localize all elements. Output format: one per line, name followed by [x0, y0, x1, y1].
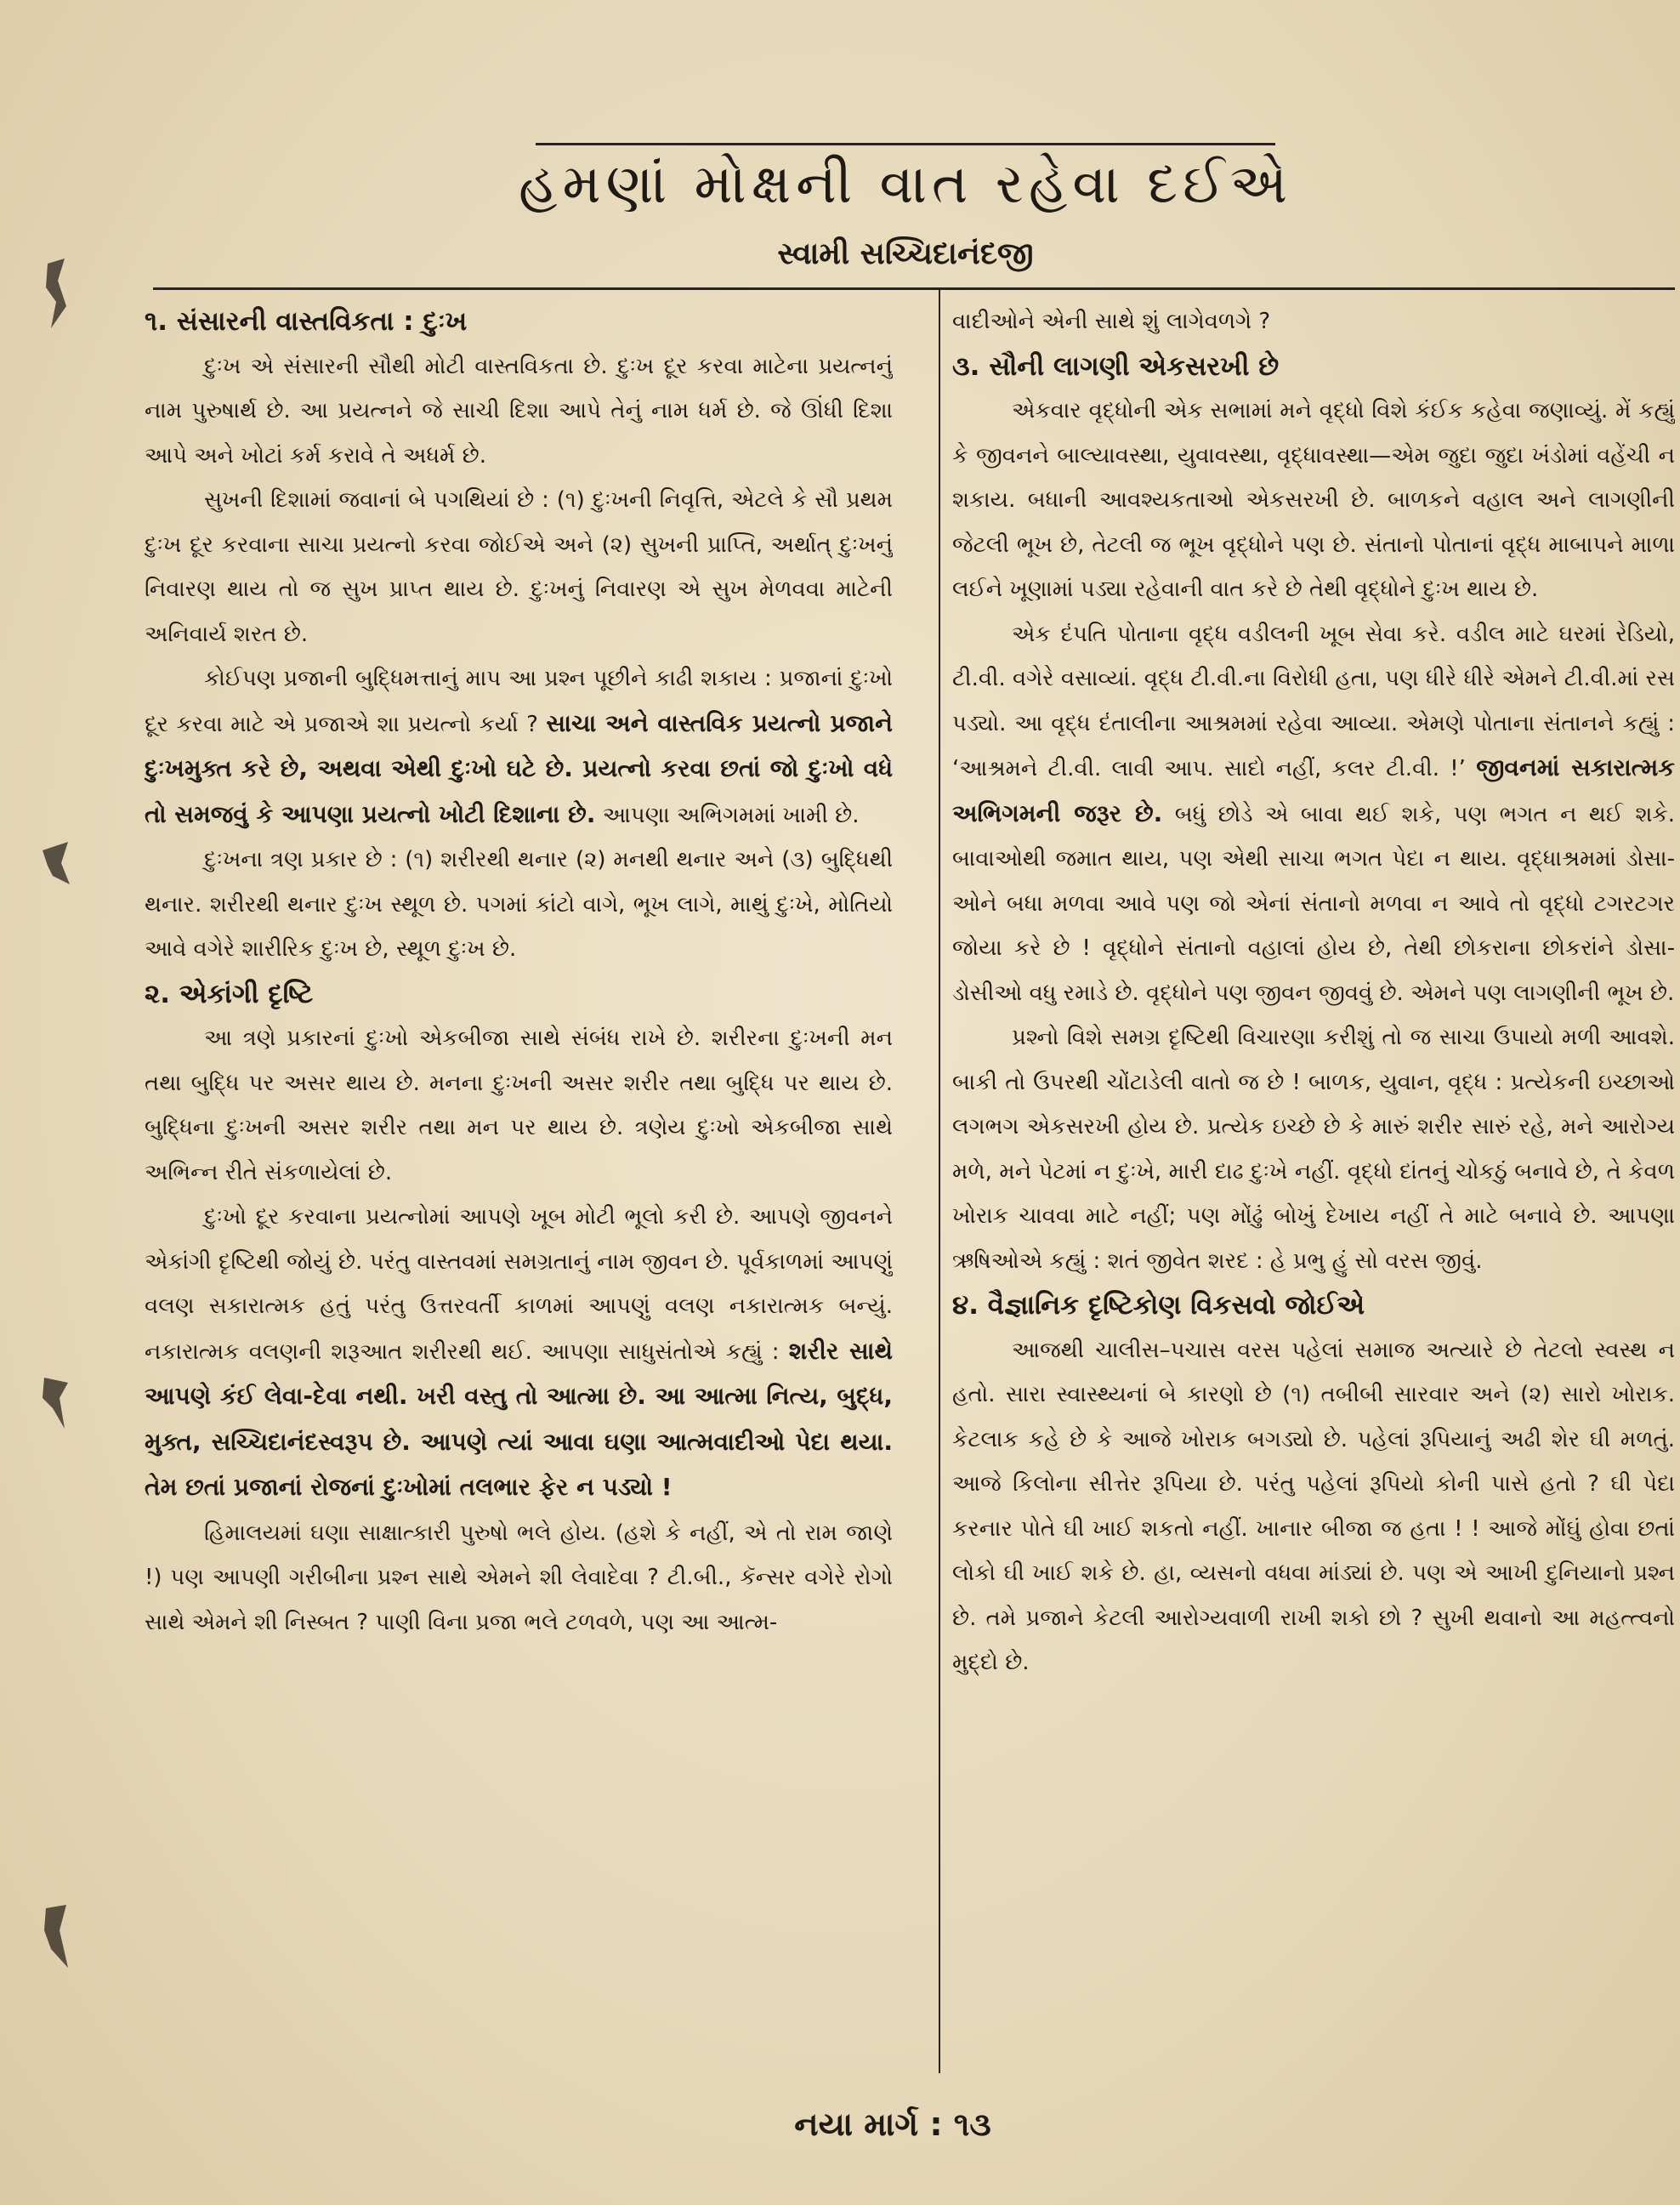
punch-hole-mark [43, 825, 73, 901]
right-column [952, 299, 1675, 2068]
paragraph-text: પ્રશ્નો વિશે સમગ્ર દૃષ્ટિથી વિચારણા કરીશું તો જ સાચા ઉપાયો મળી આવશે. બાકી તો ઉપરથી ચોંટાડેલી વાતો જ છે ! બાળક, યુવાન, વૃદ્ધ : પ્રત્યેકની ઇચ્છાઓ લગભગ એકસરખી હોય છે. પ્રત્યેક ઇચ્છે છે કે મારું શરીર સારું રહે, મને આરોગ્ય મળે, મને પેટમાં ન દુઃખે, મારી દાઢ દુઃખે નહીં. વૃદ્ધો દાંતનું ચોકઠું બનાવે છે, તે કેવળ ખોરાક ચાવવા માટે નહીં; પણ મોંઢું બોખું દેખાય નહીં તે માટે બનાવે છે. આપણા ઋષિઓએ કહ્યું : શતં જીવેત શરદ : હે પ્રભુ હું સો વરસ જીવું. [952, 1025, 1675, 1274]
paragraph-text: બધું છોડે એ બાવા થઈ શકે, પણ ભગત ન થઈ શકે. બાવાઓથી જમાત થાય, પણ એથી સાચા ભગત પેદા ન થાય. વૃદ્ધાશ્રમમાં ડોસા-ઓને બધા મળવા આવે પણ જો એનાં સંતાનો મળવા ન આવે તો વૃદ્ધો ટગરટગર જોયા કરે છે ! વૃદ્ધોને સંતાનો વહાલાં હોય છે, તેથી છોકરાના છોકરાંને ડોસા-ડોસીઓ વધુ રમાડે છે. વૃદ્ધોને પણ જીવન જીવવું છે. એમને પણ લાગણીની ભૂખ છે. [952, 801, 1675, 1006]
paragraph [145, 1016, 893, 1195]
paragraph [145, 1195, 893, 1511]
author-rule [153, 287, 1675, 290]
section-heading: ૧. સંસારની વાસ્તવિકતા : દુઃખ [145, 306, 468, 337]
punch-hole-mark [43, 255, 73, 332]
paragraph-text: કોઈપણ પ્રજાની બુદ્ધિમત્તાનું માપ આ પ્રશ્ન પૂછીને કાઢી શકાય : પ્રજાનાં દુઃખો દૂર કરવા માટે એ પ્રજાએ શા પ્રયત્નો કર્યા ? [145, 666, 893, 737]
paragraph [145, 838, 893, 972]
paragraph [952, 612, 1675, 1016]
paragraph-text: સુખની દિશામાં જવાનાં બે પગથિયાં છે : (૧) દુઃખની નિવૃત્તિ, એટલે કે સૌ પ્રથમ દુઃખ દૂર કરવાના સાચા પ્રયત્નો કરવા જોઈએ અને (૨) સુખની પ્રાપ્તિ, અર્થાત્ દુઃખનું નિવારણ થાય તો જ સુખ પ્રાપ્ત થાય છે. દુઃખનું નિવારણ એ સુખ મેળવવા માટેની અનિવાર્ય શરત છે. [145, 487, 893, 647]
paragraph-text: દુઃખના ત્રણ પ્રકાર છે : (૧) શરીરથી થનાર (૨) મનથી થનાર અને (૩) બુદ્ધિથી થનાર. શરીરથી થનાર દુઃખ સ્થૂળ છે. પગમાં કાંટો વાગે, ભૂખ લાગે, માથું દુઃખે, મોતિયો આવે વગેરે શારીરિક દુઃખ છે, સ્થૂળ દુઃખ છે. [145, 847, 893, 962]
paragraph-text: દુઃખ એ સંસારની સૌથી મોટી વાસ્તવિકતા છે. દુઃખ દૂર કરવા માટેના પ્રયત્નનું નામ પુરુષાર્થ છે. આ પ્રયત્નને જે સાચી દિશા આપે તેનું નામ ધર્મ છે. જે ઊંધી દિશા આપે અને ખોટાં કર્મ કરાવે તે અધર્મ છે. [145, 353, 893, 469]
paragraph [145, 344, 893, 479]
left-column [145, 299, 893, 2068]
paragraph [145, 1511, 893, 1645]
paragraph [952, 1015, 1675, 1283]
paragraph-text: વાદીઓને એની સાથે શું લાગેવળગે ? [952, 309, 1271, 334]
emphasis-text: જીવનમાં સકારાત્મક અભિગમની જરૂર છે. [952, 753, 1675, 827]
title-rule [536, 143, 1275, 145]
page-footer: નયા માર્ગ : ૧૩ [794, 2106, 991, 2143]
paragraph [952, 1328, 1675, 1685]
punch-hole-mark [43, 1361, 73, 1437]
article-title: હમણાં મોક્ષની વાત રહેવા દઈએ [518, 153, 1292, 216]
paragraph-text: આપણા અભિગમમાં ખામી છે. [602, 802, 860, 828]
paragraph-text: હિમાલયમાં ઘણા સાક્ષાત્કારી પુરુષો ભલે હોય. (હશે કે નહીં, એ તો રામ જાણે !) પણ આપણી ગરીબીના પ્રશ્ન સાથે એમને શી લેવાદેવા ? ટી.બી., કૅન્સર વગેરે રોગો સાથે એમને શી નિસ્બત ? પાણી વિના પ્રજા ભલે ટળવળે, પણ આ આત્મ- [145, 1520, 893, 1635]
column-divider [939, 289, 940, 2073]
paragraph [952, 389, 1675, 612]
paragraph [145, 656, 893, 838]
paragraph-text: એક દંપતિ પોતાના વૃદ્ધ વડીલની ખૂબ સેવા કરે. વડીલ માટે ઘરમાં રેડિયો, ટી.વી. વગેરે વસાવ્યાં. વૃદ્ધ ટી.વી.ના વિરોધી હતા, પણ ધીરે ધીરે એમને ટી.વી.માં રસ પડ્યો. આ વૃદ્ધ દંતાલીના આશ્રમમાં રહેવા આવ્યા. એમણે પોતાના સંતાનને કહ્યું : ‘આશ્રમને ટી.વી. લાવી આપ. સાદો નહીં, કલર ટી.વી. !’ [952, 621, 1675, 781]
punch-hole-mark [43, 1896, 73, 1973]
paragraph [145, 478, 893, 656]
paragraph-text: આ ત્રણે પ્રકારનાં દુઃખો એકબીજા સાથે સંબંધ રાખે છે. શરીરના દુઃખની મન તથા બુદ્ધિ પર અસર થાય છે. મનના દુઃખની અસર શરીર તથા બુદ્ધિ પર થાય છે. બુદ્ધિના દુઃખની અસર શરીર તથા મન પર થાય છે. ત્રણેય દુઃખો એકબીજા સાથે અભિન્ન રીતે સંકળાયેલાં છે. [145, 1026, 893, 1185]
paragraph-text: આજથી ચાલીસ–પચાસ વરસ પહેલાં સમાજ અત્યારે છે તેટલો સ્વસ્થ ન હતો. સારા સ્વાસ્થ્યનાં બે કારણો છે (૧) તબીબી સારવાર અને (૨) સારો ખોરાક. કેટલાક કહે છે કે આજે ખોરાક બગડ્યો છે. પહેલાં રૂપિયાનું અઢી શેર ઘી મળતું. આજે કિલોના સીત્તેર રૂપિયા છે. પરંતુ પહેલાં રૂપિયો કોની પાસે હતો ? ઘી પેદા કરનાર પોતે ઘી ખાઈ શકતો નહીં. ખાનાર બીજા જ હતા ! ! આજે મોંઘું હોવા છતાં લોકો ઘી ખાઈ શકે છે. હા, વ્યસનો વધવા માંડ્યાં છે. પણ એ આખી દુનિયાનો પ્રશ્ન છે. તમે પ્રજાને કેટલી આરોગ્યવાળી રાખી શકો છો ? સુખી થવાનો આ મહત્ત્વનો મુદ્દો છે. [952, 1337, 1675, 1675]
paragraph-text: દુઃખો દૂર કરવાના પ્રયત્નોમાં આપણે ખૂબ મોટી ભૂલો કરી છે. આપણે જીવનને એકાંગી દૃષ્ટિથી જોયું છે. પરંતુ વાસ્તવમાં સમગ્રતાનું નામ જીવન છે. પૂર્વકાળમાં આપણું વલણ સકારાત્મક હતું પરંતુ ઉત્તરવર્તી કાળમાં આપણું વલણ નકારાત્મક બન્યું. નકારાત્મક વલણની શરૂઆત શરીરથી થઈ. આપણા સાધુસંતોએ કહ્યું : [145, 1204, 893, 1365]
section-heading: ૩. સૌની લાગણી એકસરખી છે [952, 350, 1280, 382]
emphasis-text: શરીર સાથે આપણે કંઈ લેવા-દેવા નથી. ખરી વસ્તુ તો આત્મા છે. આ આત્મા નિત્ય, બુદ્ધ, મુક્ત, સચ્ચિદાનંદસ્વરૂપ છે. આપણે ત્યાં આવા ઘણા આત્મવાદીઓ પેદા થયા. તેમ છતાં પ્રજાનાં રોજનાં દુઃખોમાં તલભાર ફેર ન પડ્યો ! [145, 1336, 893, 1501]
emphasis-text: સાચા અને વાસ્તવિક પ્રયત્નો પ્રજાને દુઃખમુક્ત કરે છે, અથવા એથી દુઃખો ઘટે છે. પ્રયત્નો કરવા છતાં જો દુઃખો વધે તો સમજવું કે આપણા પ્રયત્નો ખોટી દિશાના છે. [145, 708, 893, 828]
article-author: સ્વામી સચ્ચિદાનંદજી [777, 236, 1034, 271]
section-heading: ૪. વૈજ્ઞાનિક દૃષ્ટિકોણ વિકસવો જોઈએ [952, 1290, 1365, 1321]
paragraph-text: એકવાર વૃદ્ધોની એક સભામાં મને વૃદ્ધો વિશે કંઈક કહેવા જણાવ્યું. મેં કહ્યું કે જીવનને બાલ્યાવસ્થા, યુવાવસ્થા, વૃદ્ધાવસ્થા—એમ જુદા જુદા ખંડોમાં વહેંચી ન શકાય. બધાની આવશ્યકતાઓ એકસરખી છે. બાળકને વહાલ અને લાગણીની જેટલી ભૂખ છે, તેટલી જ ભૂખ વૃદ્ધોને પણ છે. સંતાનો પોતાનાં વૃદ્ધ માબાપને માળા લઈને ખૂણામાં પડ્યા રહેવાની વાત કરે છે તેથી વૃદ્ધોને દુઃખ થાય છે. [952, 398, 1675, 602]
paragraph [952, 299, 1675, 344]
section-heading: ૨. એકાંગી દૃષ્ટિ [145, 978, 314, 1009]
